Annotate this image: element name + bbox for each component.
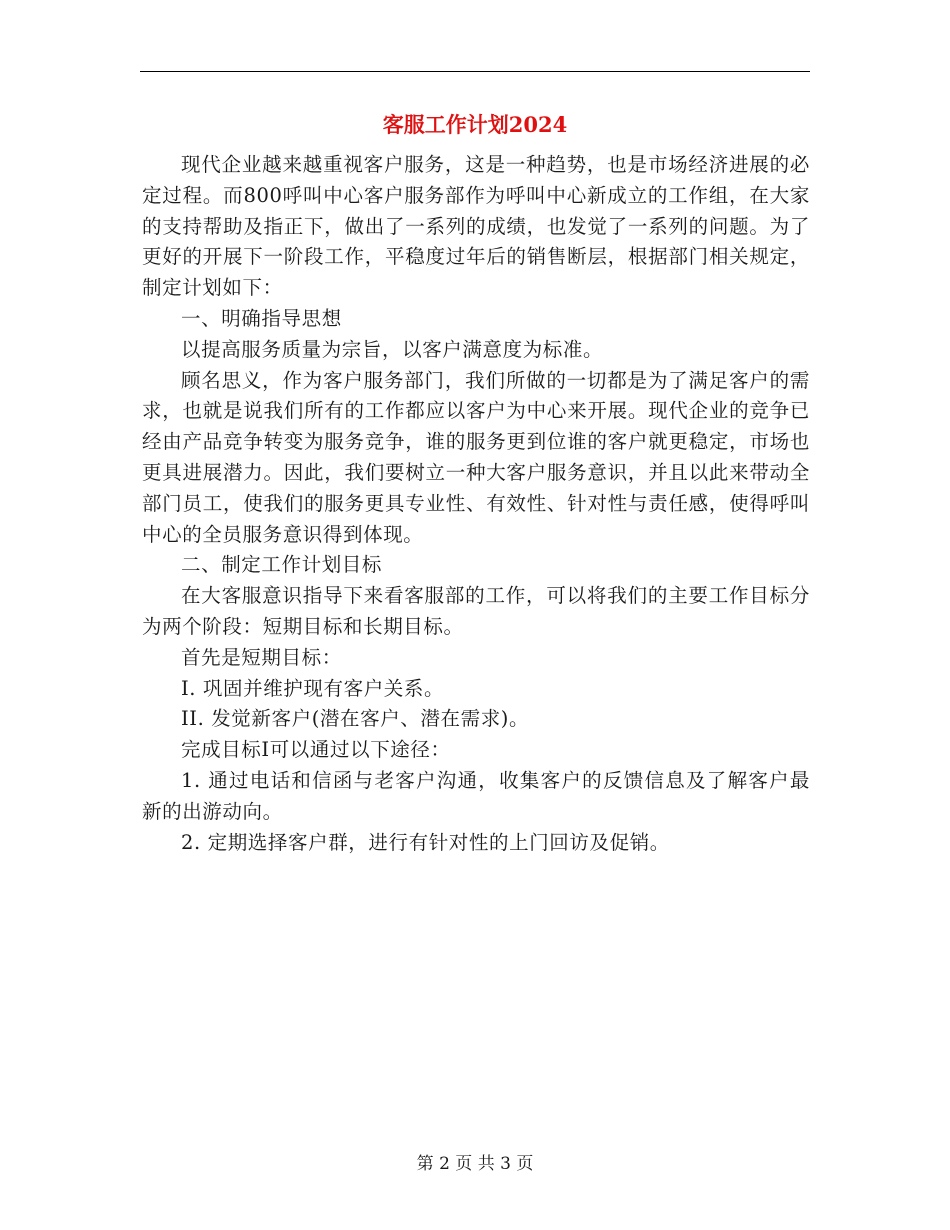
document-body [142,150,810,858]
document-title: 客服工作计划2024 [382,112,568,137]
paragraph: 首先是短期目标： [181,645,342,669]
section-heading: 二、制定工作计划目标 [181,553,383,577]
paragraph: 现代企业越来越重视客户服务，这是一种趋势，也是市场经济进展的必定过程。而800呼叫中心客户服务部作为呼叫中心新成立的工作组，在大家的支持帮助及指正下，做出了一系列的成绩，也发觉了一系列的问题。为了更好的开展下一阶段工作，平稳度过年后的销售断层，根据部门相关规定，制定计划如下： [142,153,810,300]
paragraph: 在大客服意识指导下来看客服部的工作，可以将我们的主要工作目标分为两个阶段：短期目标和长期目标。 [142,584,810,638]
section-heading: 一、明确指导思想 [181,306,342,330]
list-item: 2. 定期选择客户群，进行有针对性的上门回访及促销。 [181,830,670,854]
list-item: I. 巩固并维护现有客户关系。 [181,676,445,700]
header-rule [140,71,810,72]
paragraph: 顾名思义，作为客户服务部门，我们所做的一切都是为了满足客户的需求，也就是说我们所有的工作都应以客户为中心来开展。现代企业的竞争已经由产品竞争转变为服务竞争，谁的服务更到位谁的客户就更稳定，市场也更具进展潜力。因此，我们要树立一种大客户服务意识，并且以此来带动全部门员工，使我们的服务更具专业性、有效性、针对性与责任感，使得呼叫中心的全员服务意识得到体现。 [142,368,810,546]
list-item: 1. 通过电话和信函与老客户沟通，收集客户的反馈信息及了解客户最新的出游动向。 [142,768,810,823]
paragraph: 以提高服务质量为宗旨，以客户满意度为标准。 [181,337,604,361]
list-item: II. 发觉新客户(潜在客户、潜在需求)。 [181,707,530,731]
paragraph: 完成目标I可以通过以下途径： [181,738,451,762]
page-number: 第 2 页 共 3 页 [416,1154,534,1174]
